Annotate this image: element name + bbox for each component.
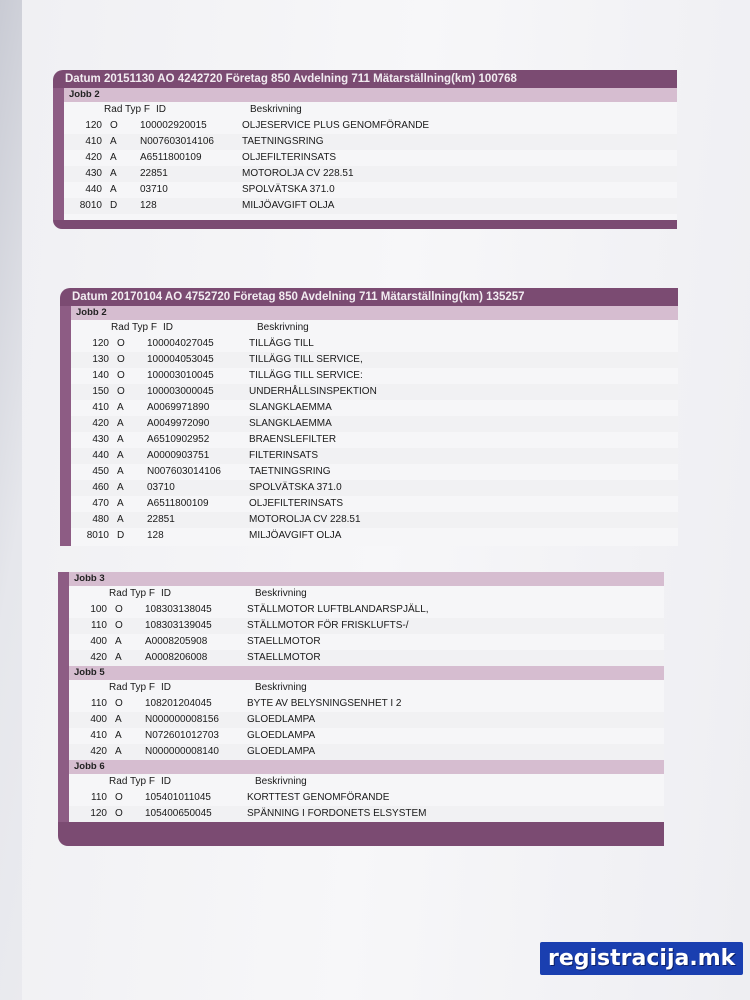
row-id: 108303138045 <box>145 604 212 615</box>
table-row <box>69 650 664 666</box>
row-rad: 450 <box>92 466 109 477</box>
column-id: ID <box>163 322 173 333</box>
row-rad: 440 <box>85 184 102 195</box>
row-id: A0008206008 <box>145 652 208 663</box>
row-rad: 440 <box>92 450 109 461</box>
column-header <box>64 102 677 118</box>
record-body <box>58 572 664 822</box>
table-row <box>69 634 664 650</box>
table-row <box>69 602 664 618</box>
table-row <box>64 150 677 166</box>
table-row <box>71 352 678 368</box>
row-id: A6510902952 <box>147 434 210 445</box>
row-id: 128 <box>140 200 157 211</box>
row-rad: 470 <box>92 498 109 509</box>
table-row <box>71 464 678 480</box>
row-description: FILTERINSATS <box>249 450 319 461</box>
row-type: D <box>110 200 118 211</box>
row-id: 22851 <box>140 168 168 179</box>
row-id: A0000903751 <box>147 450 210 461</box>
table-row <box>71 480 678 496</box>
row-type: A <box>117 514 124 525</box>
row-id: N072601012703 <box>145 730 219 741</box>
table-row <box>69 744 664 760</box>
row-id: 108201204045 <box>145 698 212 709</box>
job-rows <box>58 696 664 760</box>
table-row <box>71 336 678 352</box>
table-row <box>71 384 678 400</box>
row-type: A <box>117 498 124 509</box>
table-row <box>69 728 664 744</box>
row-rad: 8010 <box>86 530 109 541</box>
row-rad: 410 <box>85 136 102 147</box>
row-type: A <box>117 482 124 493</box>
record-body <box>53 88 677 220</box>
row-id: 105400650045 <box>145 808 212 819</box>
table-row <box>64 166 677 182</box>
job-rows <box>60 336 678 544</box>
row-rad: 430 <box>85 168 102 179</box>
service-record-2-continued <box>58 572 664 846</box>
row-description: SPOLVÄTSKA 371.0 <box>249 482 342 493</box>
row-id: 100002920015 <box>140 120 207 131</box>
table-row <box>71 496 678 512</box>
row-description: SLANGKLAEMMA <box>249 418 332 429</box>
column-id: ID <box>161 776 171 787</box>
row-rad: 150 <box>92 386 109 397</box>
row-id: 100003010045 <box>147 370 214 381</box>
row-id: 22851 <box>147 514 175 525</box>
row-type: D <box>117 530 125 541</box>
row-description: BRAENSLEFILTER <box>249 434 337 445</box>
column-rad-typ-f: Rad Typ F <box>111 322 157 333</box>
row-description: MILJÖAVGIFT OLJA <box>249 530 342 541</box>
row-description: TAETNINGSRING <box>249 466 331 477</box>
row-rad: 480 <box>92 514 109 525</box>
row-description: OLJESERVICE PLUS GENOMFÖRANDE <box>242 120 430 131</box>
column-id: ID <box>161 682 171 693</box>
row-id: A0069971890 <box>147 402 210 413</box>
row-description: TILLÄGG TILL <box>249 338 314 349</box>
row-type: A <box>110 184 117 195</box>
row-rad: 120 <box>90 808 107 819</box>
row-description: GLOEDLAMPA <box>247 714 316 725</box>
row-rad: 420 <box>85 152 102 163</box>
column-rad-typ-f: Rad Typ F <box>104 104 150 115</box>
row-type: O <box>115 698 123 709</box>
column-rad-typ-f: Rad Typ F <box>109 776 155 787</box>
service-record-1 <box>53 70 677 229</box>
column-header <box>69 680 664 696</box>
row-id: A6511800109 <box>140 152 202 163</box>
row-id: N000000008140 <box>145 746 219 757</box>
job-label: Jobb 5 <box>69 666 664 680</box>
row-rad: 420 <box>92 418 109 429</box>
job-label: Jobb 3 <box>69 572 664 586</box>
job-rows <box>58 602 664 666</box>
row-rad: 410 <box>92 402 109 413</box>
row-rad: 410 <box>90 730 107 741</box>
row-description: TAETNINGSRING <box>242 136 324 147</box>
row-rad: 420 <box>90 746 107 757</box>
row-description: SPÄNNING I FORDONETS ELSYSTEM <box>247 808 427 819</box>
row-id: 105401011045 <box>145 792 211 803</box>
row-rad: 140 <box>92 370 109 381</box>
watermark-logo: registracija.mk <box>540 942 743 975</box>
row-type: O <box>117 370 125 381</box>
row-rad: 130 <box>92 354 109 365</box>
row-description: TILLÄGG TILL SERVICE, <box>249 354 363 365</box>
row-rad: 460 <box>92 482 109 493</box>
column-id: ID <box>156 104 166 115</box>
record-body <box>60 306 678 546</box>
row-description: SPOLVÄTSKA 371.0 <box>242 184 335 195</box>
row-description: MOTOROLJA CV 228.51 <box>242 168 354 179</box>
table-row <box>71 368 678 384</box>
row-type: A <box>115 746 122 757</box>
table-row <box>69 806 664 822</box>
table-row <box>64 134 677 150</box>
table-row <box>64 118 677 134</box>
row-id: 100003000045 <box>147 386 214 397</box>
table-row <box>69 618 664 634</box>
column-header <box>69 774 664 790</box>
row-id: 03710 <box>140 184 168 195</box>
row-type: O <box>115 808 123 819</box>
row-rad: 430 <box>92 434 109 445</box>
record-header: Datum 20151130 AO 4242720 Företag 850 Avdelning 711 Mätarställning(km) 100768 <box>53 70 677 88</box>
row-rad: 400 <box>90 714 107 725</box>
row-rad: 110 <box>91 620 107 631</box>
job-rows <box>53 118 677 214</box>
column-rad-typ-f: Rad Typ F <box>109 588 155 599</box>
row-rad: 120 <box>92 338 109 349</box>
table-row <box>71 512 678 528</box>
column-header <box>69 586 664 602</box>
row-description: STÄLLMOTOR LUFTBLANDARSPJÄLL, <box>247 604 429 615</box>
row-description: KORTTEST GENOMFÖRANDE <box>247 792 390 803</box>
table-row <box>64 182 677 198</box>
row-type: O <box>115 604 123 615</box>
row-type: A <box>117 402 124 413</box>
row-description: SLANGKLAEMMA <box>249 402 332 413</box>
record-header: Datum 20170104 AO 4752720 Företag 850 Avdelning 711 Mätarställning(km) 135257 <box>60 288 678 306</box>
row-type: A <box>115 652 122 663</box>
row-id: N007603014106 <box>140 136 214 147</box>
table-row <box>64 198 677 214</box>
column-description: Beskrivning <box>255 776 307 787</box>
row-description: OLJEFILTERINSATS <box>242 152 337 163</box>
table-row <box>69 712 664 728</box>
column-description: Beskrivning <box>255 682 307 693</box>
row-id: N007603014106 <box>147 466 221 477</box>
row-rad: 8010 <box>79 200 102 211</box>
record-footer <box>58 822 664 846</box>
row-id: 128 <box>147 530 164 541</box>
row-id: A6511800109 <box>147 498 209 509</box>
row-type: O <box>115 620 123 631</box>
row-rad: 110 <box>91 792 107 803</box>
row-id: A0049972090 <box>147 418 210 429</box>
row-type: A <box>110 168 117 179</box>
row-description: TILLÄGG TILL SERVICE: <box>249 370 363 381</box>
column-header <box>71 320 678 336</box>
row-rad: 110 <box>91 698 107 709</box>
row-type: O <box>117 338 125 349</box>
record-footer <box>53 220 677 229</box>
job-label: Jobb 6 <box>69 760 664 774</box>
row-type: A <box>115 636 122 647</box>
table-row <box>71 432 678 448</box>
row-description: BYTE AV BELYSNINGSENHET I 2 <box>247 698 402 709</box>
row-rad: 120 <box>85 120 102 131</box>
row-type: O <box>117 354 125 365</box>
column-rad-typ-f: Rad Typ F <box>109 682 155 693</box>
row-type: O <box>110 120 118 131</box>
row-rad: 100 <box>90 604 107 615</box>
job-label: Jobb 2 <box>71 306 678 320</box>
row-description: MILJÖAVGIFT OLJA <box>242 200 335 211</box>
row-rad: 400 <box>90 636 107 647</box>
row-description: GLOEDLAMPA <box>247 746 316 757</box>
row-id: 100004027045 <box>147 338 214 349</box>
row-type: O <box>117 386 125 397</box>
table-row <box>71 448 678 464</box>
column-id: ID <box>161 588 171 599</box>
row-id: A0008205908 <box>145 636 208 647</box>
row-type: A <box>117 434 124 445</box>
row-type: O <box>115 792 123 803</box>
row-id: 03710 <box>147 482 175 493</box>
row-id: 100004053045 <box>147 354 214 365</box>
table-row <box>71 400 678 416</box>
column-description: Beskrivning <box>257 322 309 333</box>
table-row <box>69 696 664 712</box>
row-type: A <box>115 714 122 725</box>
row-description: STAELLMOTOR <box>247 636 321 647</box>
column-description: Beskrivning <box>250 104 302 115</box>
row-rad: 420 <box>90 652 107 663</box>
job-label: Jobb 2 <box>64 88 677 102</box>
row-type: A <box>117 466 124 477</box>
row-description: GLOEDLAMPA <box>247 730 316 741</box>
column-description: Beskrivning <box>255 588 307 599</box>
table-row <box>69 790 664 806</box>
row-type: A <box>117 450 124 461</box>
row-description: MOTOROLJA CV 228.51 <box>249 514 361 525</box>
row-description: STÄLLMOTOR FÖR FRISKLUFTS-/ <box>247 620 409 631</box>
row-description: OLJEFILTERINSATS <box>249 498 344 509</box>
row-type: A <box>117 418 124 429</box>
row-id: N000000008156 <box>145 714 219 725</box>
job-rows <box>58 790 664 822</box>
table-row <box>71 528 678 544</box>
row-type: A <box>115 730 122 741</box>
row-type: A <box>110 152 117 163</box>
service-record-2 <box>60 288 678 546</box>
row-id: 108303139045 <box>145 620 212 631</box>
row-description: STAELLMOTOR <box>247 652 321 663</box>
table-row <box>71 416 678 432</box>
row-type: A <box>110 136 117 147</box>
row-description: UNDERHÅLLSINSPEKTION <box>249 386 377 397</box>
